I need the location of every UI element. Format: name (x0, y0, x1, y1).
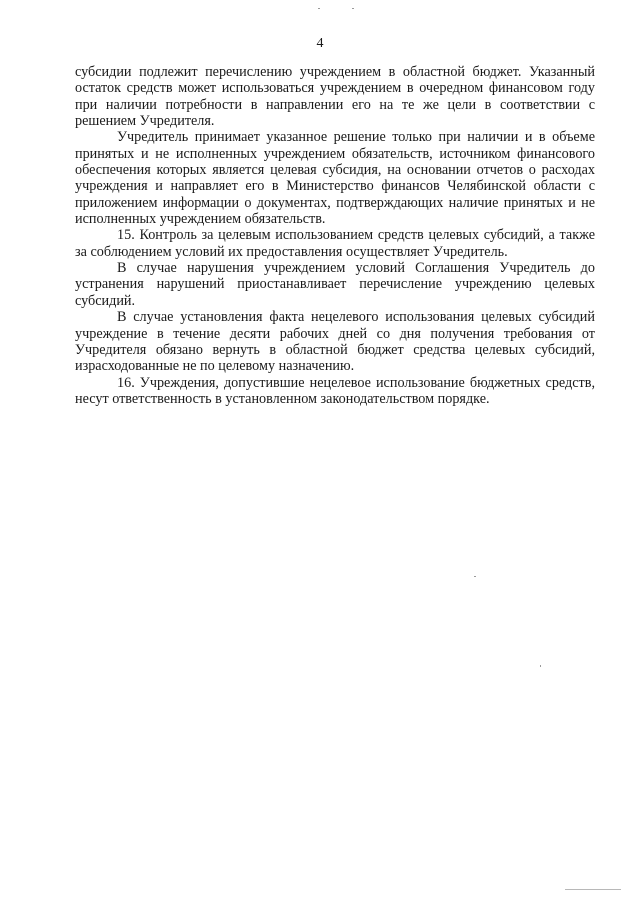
paragraph-liability-clause-16: 16. Учреждения, допустившие нецелевое использование бюджетных средств, несут ответственность в установленном законодательством порядке. (75, 374, 595, 407)
paragraph-agreement-violation: В случае нарушения учреждением условий Соглашения Учредитель до устранения нарушений приостанавливает перечисление учреждению целевых субсидий. (75, 260, 595, 309)
document-body (75, 64, 595, 407)
scan-speck (540, 665, 541, 667)
page-number: 4 (316, 36, 324, 51)
scan-speck (352, 8, 354, 9)
paragraph-subsidy-remainder: субсидии подлежит перечислению учреждением в областной бюджет. Указанный остаток средств может использоваться учреждением в очередном финансовом году при наличии потребности в направлении его на те же цели в соответствии с решением Учредителя. (75, 64, 595, 130)
paragraph-misuse-refund: В случае установления факта нецелевого использования целевых субсидий учреждение в течение десяти рабочих дней со дня получения требования от Учредителя обязано вернуть в областной бюджет средства целевых субсидий, израсходованные не по целевому назначению. (75, 309, 595, 375)
scan-speck (318, 8, 320, 9)
paragraph-control-clause-15: 15. Контроль за целевым использованием средств целевых субсидий, а также за соблюдением условий их предоставления осуществляет Учредитель. (75, 227, 595, 260)
scan-speck (474, 576, 476, 577)
scan-footer-line (565, 889, 621, 890)
paragraph-founder-decision: Учредитель принимает указанное решение только при наличии и в объеме принятых и не исполненных учреждением обязательств, источником финансового обеспечения которых является целевая субсидия, на основании отчетов о расходах учреждения и направляет его в Министерство финансов Челябинской области с приложением информации о документах, подтверждающих наличие принятых и не исполненных учреждением обязательств. (75, 129, 595, 228)
